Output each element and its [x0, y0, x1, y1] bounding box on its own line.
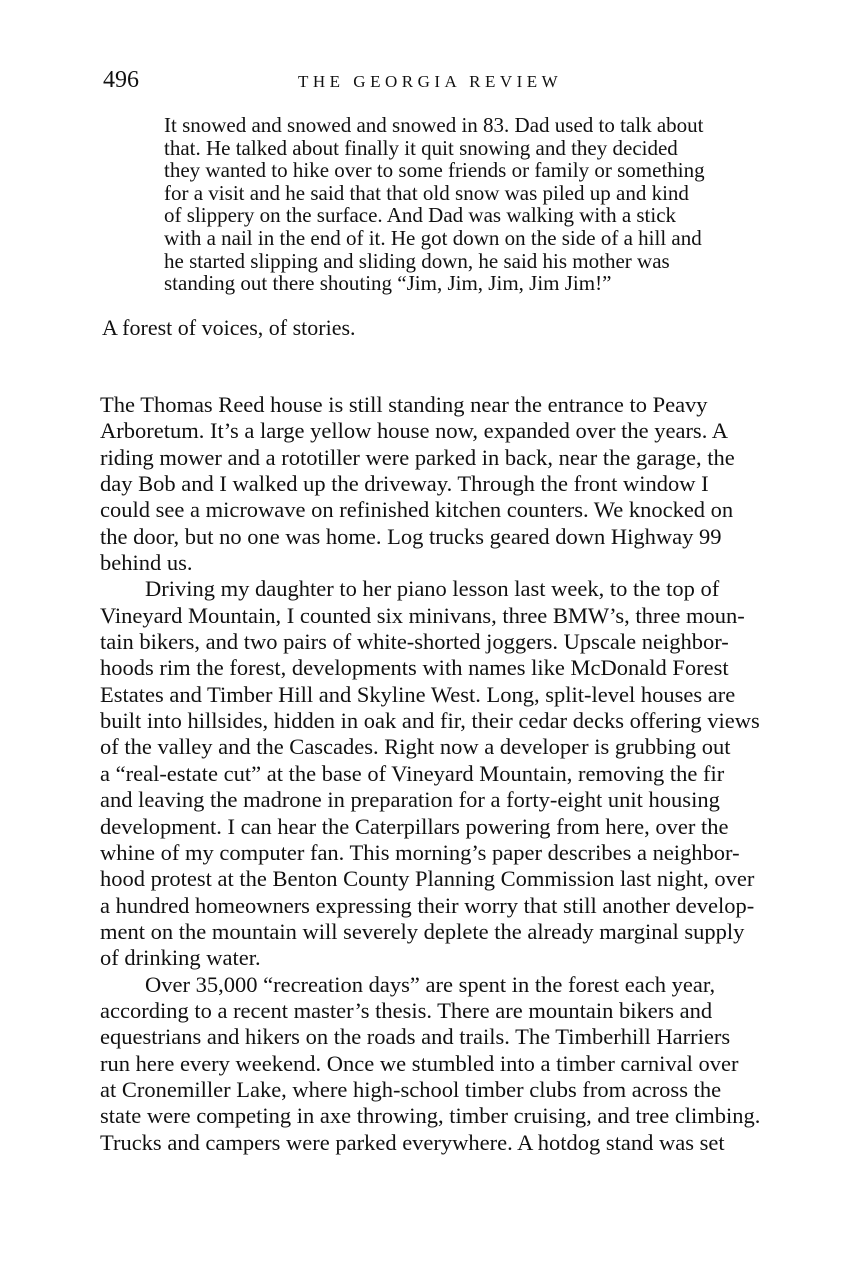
paragraph-2-line: of the valley and the Cascades. Right now a developer is grubbing out [100, 734, 731, 760]
paragraph-3-line: equestrians and hikers on the roads and trails. The Timberhill Harriers [100, 1024, 731, 1050]
paragraph-3-line: run here every weekend. Once we stumbled into a timber carnival over [100, 1050, 739, 1076]
quote-line: of slippery on the surface. And Dad was walking with a stick [164, 203, 677, 228]
quote-line: standing out there shouting “Jim, Jim, Jim, Jim Jim!” [164, 271, 612, 296]
running-title: THE GEORGIA REVIEW [298, 72, 563, 91]
paragraph-1-line: behind us. [100, 550, 193, 576]
body-text [100, 392, 800, 1156]
paragraph-1-line: riding mower and a rototiller were parked in back, near the garage, the [100, 444, 735, 470]
quote-line: he started slipping and sliding down, he said his mother was [164, 248, 670, 273]
paragraph-2-line: built into hillsides, hidden in oak and fir, their cedar decks offering views [100, 708, 760, 734]
quote-line: they wanted to hike over to some friends or family or something [164, 158, 705, 183]
quote-line: It snowed and snowed and snowed in 83. Dad used to talk about [164, 113, 704, 137]
page-header [103, 64, 803, 104]
paragraph-2-line: hood protest at the Benton County Planning Commission last night, over [100, 866, 755, 892]
quote-line: for a visit and he said that that old snow was piled up and kind [164, 180, 689, 205]
paragraph-1-line: day Bob and I walked up the driveway. Through the front window I [100, 471, 709, 497]
paragraph-2-line: Vineyard Mountain, I counted six minivans, three BMW’s, three moun- [100, 602, 745, 628]
paragraph-2-line: a “real-estate cut” at the base of Vineyard Mountain, removing the fir [100, 760, 725, 786]
paragraph-2-line: development. I can hear the Caterpillars powering from here, over the [100, 813, 729, 839]
paragraph-1-line: Arboretum. It’s a large yellow house now, expanded over the years. A [100, 418, 728, 444]
paragraph-3-line: according to a recent master’s thesis. There are mountain bikers and [100, 997, 713, 1023]
paragraph-3-line: Trucks and campers were parked everywhere. A hotdog stand was set [100, 1129, 725, 1155]
paragraph-1-line: The Thomas Reed house is still standing near the entrance to Peavy [100, 392, 708, 417]
paragraph-1-line: could see a microwave on refinished kitchen counters. We knocked on [100, 497, 734, 523]
paragraph-2-line: ment on the mountain will severely deplete the already marginal supply [100, 918, 745, 944]
paragraph-3-line: at Cronemiller Lake, where high-school timber clubs from across the [100, 1076, 722, 1102]
block-quote [164, 114, 744, 295]
paragraph-2-line: a hundred homeowners expressing their worry that still another develop- [100, 892, 755, 918]
paragraph-2-line: Estates and Timber Hill and Skyline West. Long, split-level houses are [100, 681, 736, 707]
quote-line: with a nail in the end of it. He got down on the side of a hill and [164, 225, 702, 250]
paragraph-3-line: state were competing in axe throwing, timber cruising, and tree climbing. [100, 1103, 761, 1129]
page-number: 496 [103, 67, 139, 93]
paragraph-2-line: whine of my computer fan. This morning’s paper describes a neighbor- [100, 839, 740, 865]
paragraph-2-line: hoods rim the forest, developments with names like McDonald Forest [100, 655, 729, 681]
paragraph-1-line: the door, but no one was home. Log trucks geared down Highway 99 [100, 523, 722, 549]
paragraph-2-line: Driving my daughter to her piano lesson last week, to the top of [145, 576, 720, 602]
paragraph-2-line: tain bikers, and two pairs of white-shorted joggers. Upscale neighbor- [100, 629, 729, 655]
quote-line: that. He talked about finally it quit snowing and they decided [164, 135, 678, 160]
paragraph-2-line: and leaving the madrone in preparation for a forty-eight unit housing [100, 787, 720, 813]
paragraph-2-line: of drinking water. [100, 945, 261, 971]
paragraph-3-line: Over 35,000 “recreation days” are spent in the forest each year, [145, 971, 716, 997]
section-closing-line: A forest of voices, of stories. [102, 315, 356, 340]
